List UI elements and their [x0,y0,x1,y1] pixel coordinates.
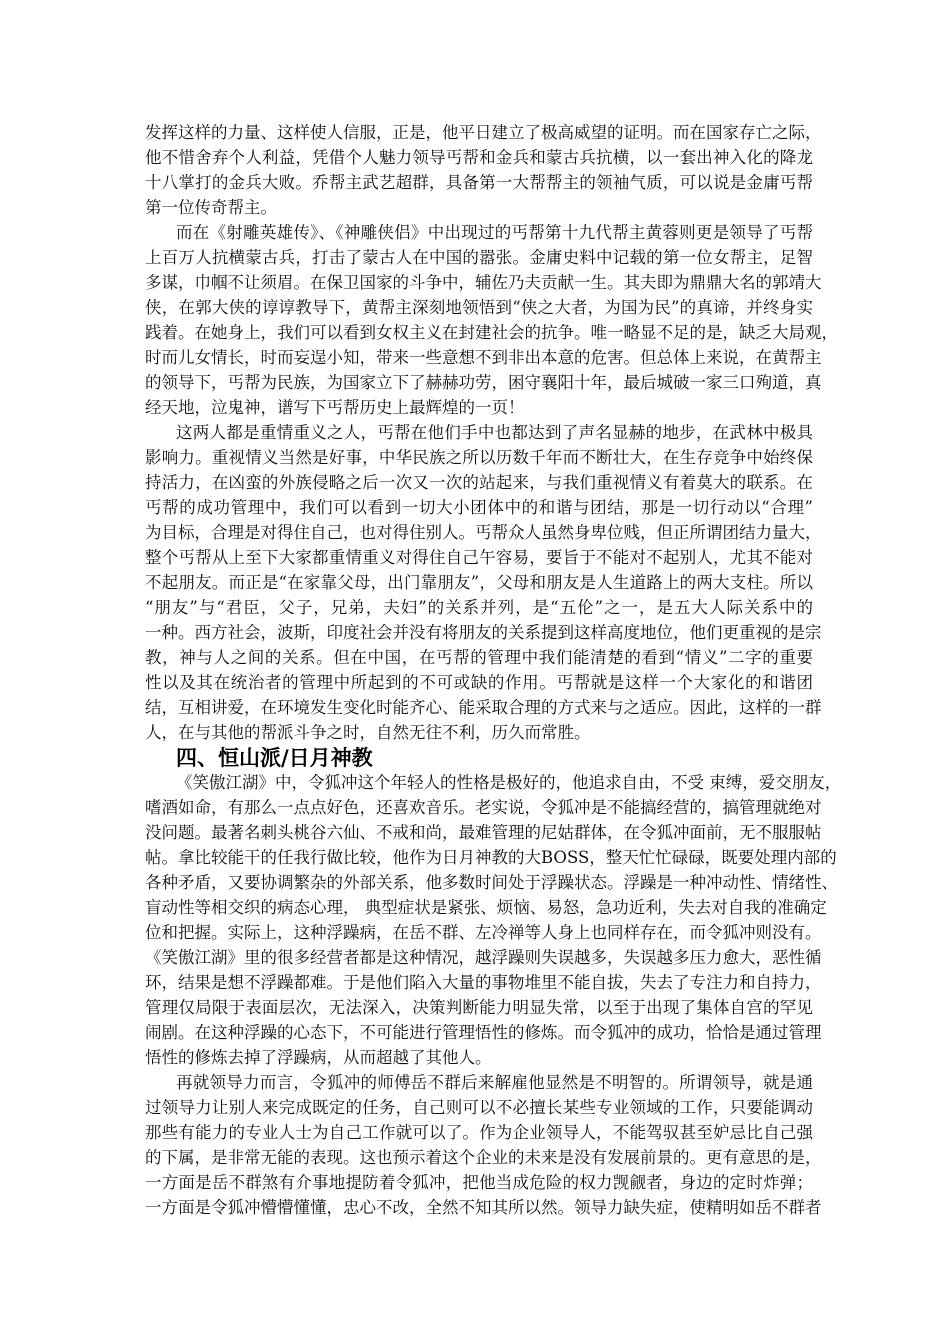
paragraph [145,1070,822,1220]
text-line: 丐帮的成功管理中，我们可以看到一切大小团体中的和谐与团结，那是一切行动以“合理” [145,498,813,517]
text-line: 上百万人抗横蒙古兵，打击了蒙古人在中国的嚣张。金庸史料中记载的第一位女帮主，足智 [145,248,813,267]
text-line: 他不惜舍弃个人利益，凭借个人魅力领导丐帮和金兵和蒙古兵抗横，以一套出神入化的降龙 [145,148,813,167]
text-line: 发挥这样的力量、这样使人信服，正是，他平日建立了极高威望的证明。而在国家存亡之际， [145,123,822,142]
text-line: 侠，在郭大侠的谆谆教导下，黄帮主深刻地领悟到“侠之大者，为国为民”的真谛，并终身实 [145,298,813,317]
text-line: 《笑傲江湖》里的很多经营者都是这种情况，越浮躁则失误越多，失误越多压力愈大，恶性循 [145,948,822,967]
text-line: 《笑傲江湖》中，令狐冲这个年轻人的性格是极好的，他追求自由，不受 束缚，爱交朋友， [176,773,842,792]
text-line: 闹剧。在这种浮躁的心态下，不可能进行管理悟性的修炼。而令狐冲的成功，恰恰是通过管理 [145,1023,822,1042]
text-line: 盲动性等相交织的病态心理， 典型症状是紧张、烦恼、易怒，急功近利，失去对自我的准确定 [145,898,827,917]
text-line: 管理仅局限于表面层次，无法深入，决策判断能力明显失常，以至于出现了集体自宫的罕见 [145,998,813,1017]
text-line: 一方面是令狐冲懵懵懂懂，忠心不改，全然不知其所以然。领导力缺失症，使精明如岳不群者 [145,1198,822,1217]
text-line: 结，互相讲爱，在环境发生变化时能齐心、能采取合理的方式来与之适应。因此，这样的一群 [145,698,822,717]
text-line: 不起朋友。而正是“在家靠父母，出门靠朋友”，父母和朋友是人生道路上的两大支柱。所以 [145,573,813,592]
text-line: 的领导下，丐帮为民族，为国家立下了赫赫功劳，困守襄阳十年，最后城破一家三口殉道，真 [145,373,822,392]
text-line: 教，神与人之间的关系。但在中国，在丐帮的管理中我们能清楚的看到“情义”二字的重要 [145,648,813,667]
paragraph [145,770,842,945]
text-line: 性以及其在统治者的管理中所起到的不可或缺的作用。丐帮就是这样一个大家化的和谐团 [145,673,813,692]
text-line: 持活力，在凶蛮的外族侵略之后一次又一次的站起来，与我们重视情义有着莫大的联系。在 [145,473,813,492]
text-line: 那些有能力的专业人士为自己工作就可以了。作为企业领导人，不能驾驭甚至妒忌比自己强 [145,1123,813,1142]
text-line: 嗜酒如命，有那么一点点好色，还喜欢音乐。老实说，令狐冲是不能搞经营的，搞管理就绝对 [145,798,822,817]
text-line: 整个丐帮从上至下大家都重情重义对得住自己午容易，要旨于不能对不起别人，尤其不能对 [145,548,813,567]
text-line: 帖。拿比较能干的任我行做比较，他作为日月神教的大BOSS，整天忙忙碌碌，既要处理内部的 [145,848,837,867]
text-line: 践着。在她身上，我们可以看到女权主义在封建社会的抗争。唯一略显不足的是，缺乏大局观， [145,323,838,342]
text-line: 影响力。重视情义当然是好事，中华民族之所以历数千年而不断壮大，在生存竞争中始终保 [145,448,813,467]
text-line: 人，在与其他的帮派斗争之时，自然无往不利，历久而常胜。 [145,723,591,742]
text-line: 一种。西方社会，波斯，印度社会并没有将朋友的关系提到这样高度地位，他们更重视的是宗 [145,623,822,642]
paragraph [145,220,838,420]
paragraph [145,945,822,1070]
paragraph [145,120,822,220]
text-line: 环，结果是想不浮躁都难。于是他们陷入大量的事物堆里不能自拔，失去了专注力和自持力， [145,973,822,992]
text-line: 的下属，是非常无能的表现。这也预示着这个企业的未来是没有发展前景的。更有意思的是， [145,1148,822,1167]
text-line: 而在《射雕英雄传》、《神雕侠侣》中出现过的丐帮第十九代帮主黄蓉则更是领导了丐帮 [176,223,813,242]
text-line: 位和把握。实际上，这种浮躁病，在岳不群、左冷禅等人身上也同样存在，而令狐冲则没有。 [145,923,822,942]
text-line: 十八掌打的金兵大败。乔帮主武艺超群，具备第一大帮帮主的领袖气质，可以说是金庸丐帮 [145,173,813,192]
text-line: 没问题。最著名刺头桃谷六仙、不戒和尚，最难管理的尼姑群体，在令狐冲面前，无不服服帖 [145,823,822,842]
paragraph [145,420,822,745]
text-line: 经天地，泣鬼神，谱写下丐帮历史上最辉煌的一页！ [145,398,525,417]
text-line: “朋友”与“君臣，父子，兄弟，夫妇”的关系并列，是“五伦”之一，是五大人际关系中的 [145,598,813,617]
text-line: 时而儿女情长，时而妄逞小知，带来一些意想不到非出本意的危害。但总体上来说，在黄帮主 [145,348,822,367]
text-line: 再就领导力而言，令狐冲的师傅岳不群后来解雇他显然是不明智的。所谓领导，就是通 [176,1073,813,1092]
body-text [145,120,842,1220]
text-line: 多谋，巾帼不让须眉。在保卫国家的斗争中，辅佐乃夫贡献一生。其夫即为鼎鼎大名的郭靖大 [145,273,822,292]
text-line: 悟性的修炼去掉了浮躁病，从而超越了其他人。 [145,1048,492,1067]
text-line: 这两人都是重情重义之人，丐帮在他们手中也都达到了声名显赫的地步，在武林中极具 [176,423,813,442]
text-line: 一方面是岳不群煞有介事地提防着令狐冲，把他当成危险的权力觊觎者，身边的定时炸弹； [145,1173,813,1192]
text-line: 过领导力让别人来完成既定的任务，自己则可以不必擅长某些专业领域的工作，只要能调动 [145,1098,813,1117]
text-line: 为目标，合理是对得住自己，也对得住别人。丐帮众人虽然身卑位贱，但正所谓团结力量大， [145,523,822,542]
section-heading: 四、恒山派/日月神教 [176,745,373,770]
text-line: 第一位传奇帮主。 [145,198,277,217]
text-line: 各种矛盾，又要协调繁杂的外部关系，他多数时间处于浮躁状态。浮躁是一种冲动性、情绪性、 [145,873,838,892]
